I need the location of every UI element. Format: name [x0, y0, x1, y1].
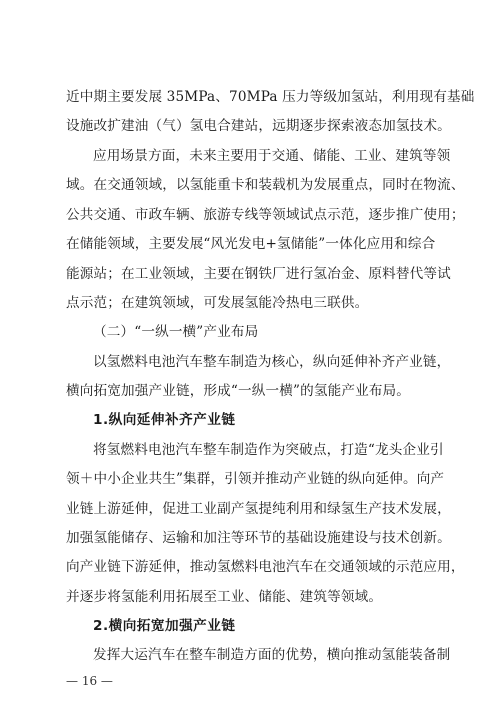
paragraph-start-line: 以氢燃料电池汽车整车制造为核心，纵向延伸补齐产业链， [93, 354, 451, 370]
body-text-line: 近中期主要发展 35MPa、70MPa 压力等级加氢站，利用现有基础 [66, 89, 475, 105]
body-text-line: 在储能领域，主要发展“风光发电+氢储能”一体化应用和综合 [66, 236, 436, 252]
body-text-line: 横向拓宽加强产业链，形成“一纵一横”的氢能产业布局。 [66, 383, 411, 399]
body-text-line: 点示范；在建筑领域，可发展氢能冷热电三联供。 [66, 295, 369, 311]
page-number: — 16 — [66, 674, 113, 688]
body-text-line: 设施改扩建油（气）氢电合建站，远期逐步探索液态加氢技术。 [66, 118, 451, 134]
body-text-line: 领＋中小企业共生”集群，引领并推动产业链的纵向延伸。向产 [66, 471, 445, 487]
body-text-line: 域。在交通领域，以氢能重卡和装载机为发展重点，同时在物流、 [66, 177, 465, 193]
body-text-line: 并逐步将氢能利用拓展至工业、储能、建筑等领域。 [66, 589, 383, 605]
body-text-line: 加强氢能储存、运输和加注等环节的基础设施建设与技术创新。 [66, 530, 451, 546]
body-text-line: 业链上游延伸，促进工业副产氢提纯利用和绿氢生产技术发展， [66, 501, 451, 517]
paragraph-start-line: 发挥大运汽车在整车制造方面的优势，横向推动氢能装备制 [93, 647, 451, 663]
paragraph-start-line: 将氢燃料电池汽车整车制造作为突破点，打造“龙头企业引 [93, 442, 444, 458]
body-text-line: 能源站；在工业领域，主要在钢铁厂进行氢冶金、原料替代等试 [66, 266, 451, 282]
body-text-line: 公共交通、市政车辆、旅游专线等领域试点示范，逐步推广使用； [66, 207, 465, 223]
subsection-heading: 2.横向拓宽加强产业链 [93, 618, 236, 634]
paragraph-start-line: 应用场景方面，未来主要用于交通、储能、工业、建筑等领 [93, 148, 451, 164]
subsection-heading: 1.纵向延伸补齐产业链 [93, 412, 236, 428]
body-text-line: 向产业链下游延伸，推动氢燃料电池汽车在交通领域的示范应用， [66, 559, 465, 575]
section-heading: （二）“一纵一横”产业布局 [93, 324, 259, 340]
